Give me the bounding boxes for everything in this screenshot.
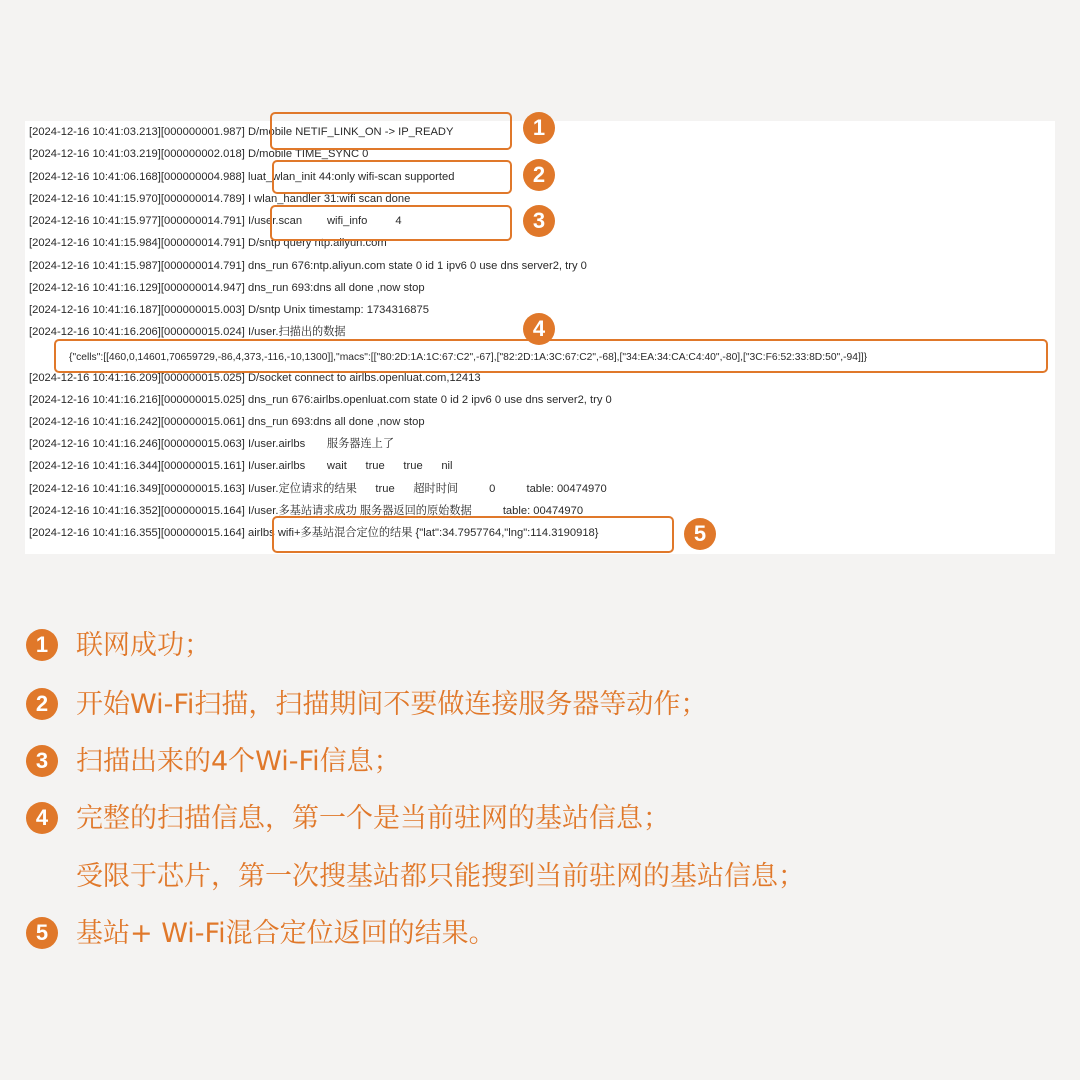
marker-5: 5	[684, 518, 716, 550]
log-line: [2024-12-16 10:41:16.344][000000015.161] I/user.airlbs wait true true nil	[29, 460, 453, 472]
highlight-box-5	[272, 516, 674, 553]
log-line: [2024-12-16 10:41:16.216][000000015.025] dns_run 676:airlbs.openluat.com state 0 id 2 ipv6 0 use dns server2, try 0	[29, 394, 612, 406]
highlight-box-4	[54, 339, 1048, 373]
log-line: [2024-12-16 10:41:16.352][000000015.164] I/user.多基站请求成功 服务器返回的原始数据 table: 00474970	[29, 505, 584, 517]
note-4	[26, 802, 670, 836]
marker-3: 3	[523, 205, 555, 237]
note-number: 3	[26, 745, 58, 777]
note-number: 5	[26, 917, 58, 949]
log-line: [2024-12-16 10:41:16.206][000000015.024] I/user.扫描出的数据	[29, 326, 346, 338]
log-line: [2024-12-16 10:41:06.168][000000004.988] luat_wlan_init 44:only wifi-scan supported	[29, 171, 455, 183]
note-4-continued	[76, 860, 805, 894]
log-line: [2024-12-16 10:41:15.970][000000014.789] I wlan_handler 31:wifi scan done	[29, 193, 411, 205]
note-text: 受限于芯片，第一次搜基站都只能搜到当前驻网的基站信息；	[76, 861, 805, 892]
marker-1: 1	[523, 112, 555, 144]
highlight-box-3	[270, 205, 512, 241]
log-line: [2024-12-16 10:41:15.984][000000014.791] D/sntp query ntp.aliyun.com	[29, 237, 387, 249]
note-2	[26, 688, 707, 722]
marker-2: 2	[523, 159, 555, 191]
log-line: [2024-12-16 10:41:16.129][000000014.947] dns_run 693:dns all done ,now stop	[29, 282, 425, 294]
note-text: 扫描出来的4个Wi-Fi信息；	[76, 746, 401, 777]
log-line: [2024-12-16 10:41:15.977][000000014.791] I/user.scan wifi_info 4	[29, 215, 402, 227]
note-number: 4	[26, 802, 58, 834]
note-3	[26, 745, 401, 779]
scan-data-line: {"cells":[[460,0,14601,70659729,-86,4,373,-116,-10,1300]],"macs":[["80:2D:1A:1C:67:C2",-67],["82:2D:1A:3C:67:C2",-68],["34:EA:34:CA:C4:40",-80],["3C:F6:52:33:8D:50",-94]]}	[69, 352, 868, 363]
log-line: [2024-12-16 10:41:16.209][000000015.025] D/socket connect to airlbs.openluat.com,12413	[29, 372, 481, 384]
marker-4: 4	[523, 313, 555, 345]
note-1	[26, 629, 211, 663]
log-line: [2024-12-16 10:41:03.213][000000001.987] D/mobile NETIF_LINK_ON -> IP_READY	[29, 126, 454, 138]
log-line: [2024-12-16 10:41:16.349][000000015.163] I/user.定位请求的结果 true 超时时间 0 table: 00474970	[29, 483, 607, 495]
note-text: 开始Wi-Fi扫描，扫描期间不要做连接服务器等动作；	[76, 689, 708, 720]
highlight-box-2	[272, 160, 512, 194]
log-line: [2024-12-16 10:41:16.246][000000015.063] I/user.airlbs 服务器连上了	[29, 438, 395, 450]
log-line: [2024-12-16 10:41:16.242][000000015.061] dns_run 693:dns all done ,now stop	[29, 416, 425, 428]
highlight-box-1	[270, 112, 512, 150]
note-number: 1	[26, 629, 58, 661]
note-text: 完整的扫描信息，第一个是当前驻网的基站信息；	[76, 803, 670, 834]
log-line: [2024-12-16 10:41:16.355][000000015.164] airlbs wifi+多基站混合定位的结果 {"lat":34.7957764,"lng":114.3190918}	[29, 527, 599, 539]
log-line: [2024-12-16 10:41:15.987][000000014.791] dns_run 676:ntp.aliyun.com state 0 id 1 ipv6 0 use dns server2, try 0	[29, 260, 587, 272]
log-line: [2024-12-16 10:41:03.219][000000002.018] D/mobile TIME_SYNC 0	[29, 148, 369, 160]
note-text: 基站+ Wi-Fi混合定位返回的结果。	[76, 918, 496, 949]
log-line: [2024-12-16 10:41:16.187][000000015.003] D/sntp Unix timestamp: 1734316875	[29, 304, 429, 316]
note-text: 联网成功；	[76, 630, 211, 661]
note-number: 2	[26, 688, 58, 720]
note-5	[26, 917, 496, 951]
